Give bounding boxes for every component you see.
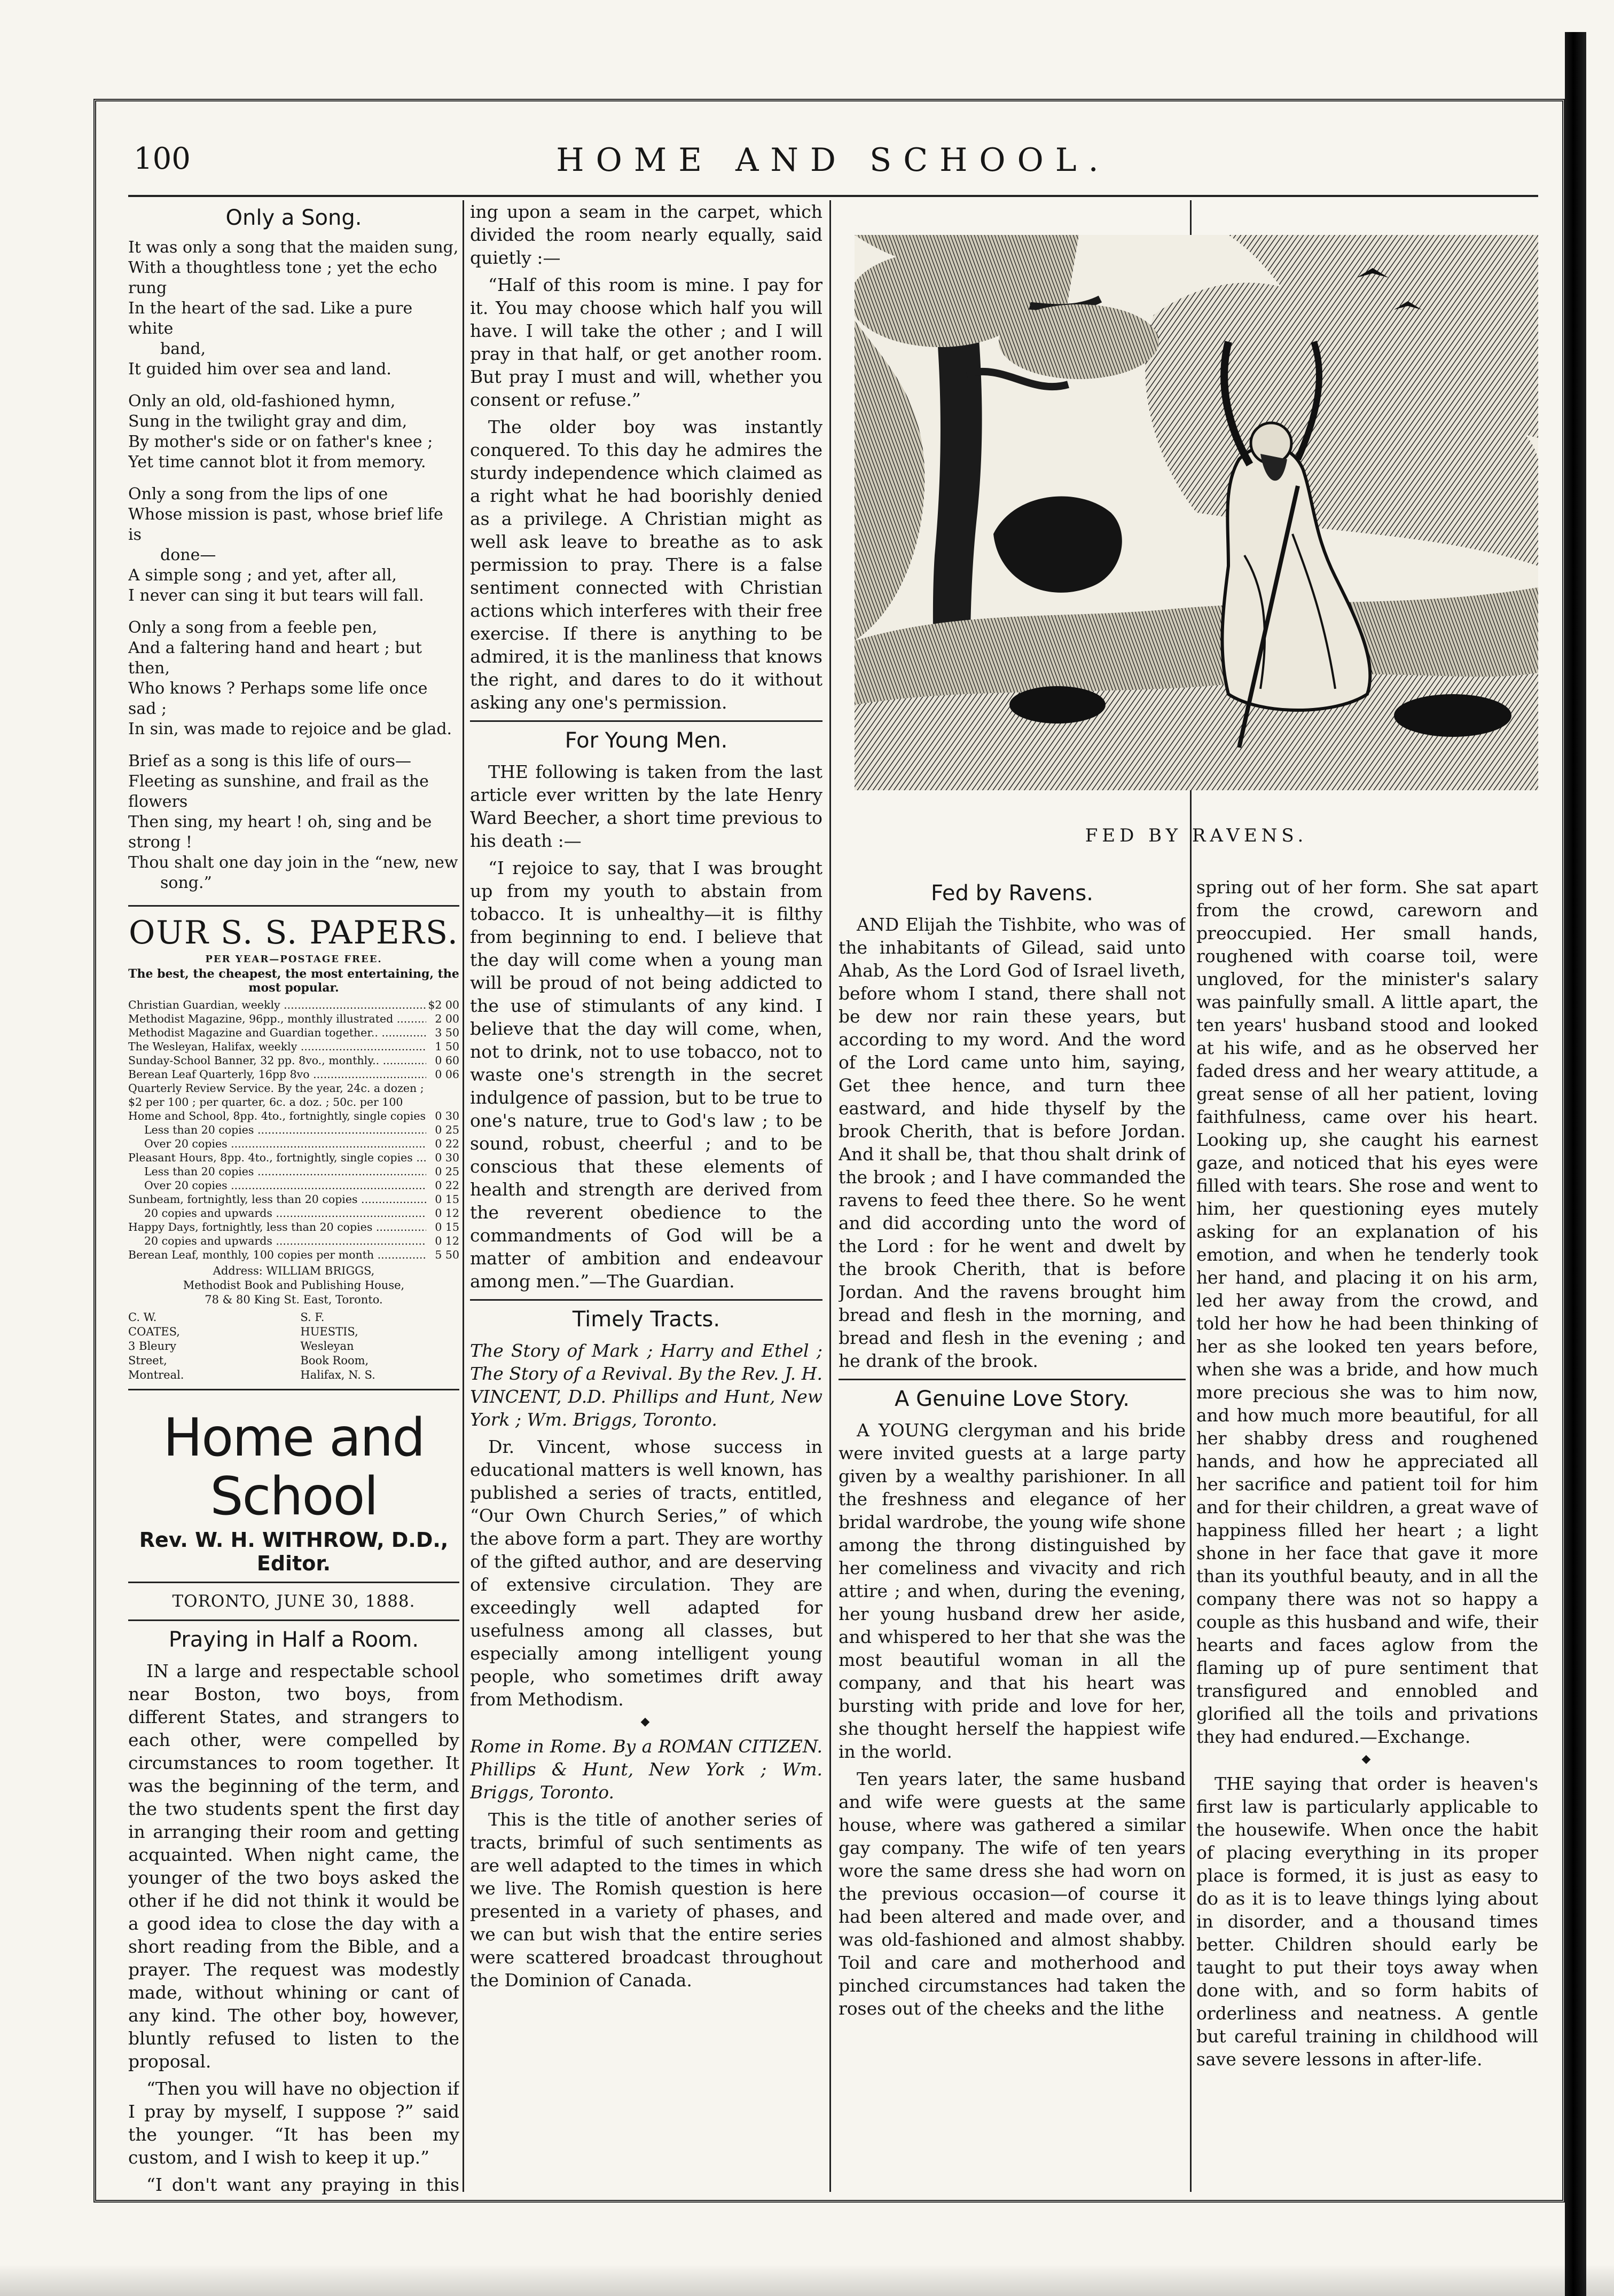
price-row xyxy=(128,1123,459,1137)
paper-price: 2 00 xyxy=(435,1012,459,1025)
page-number: 100 xyxy=(134,141,191,176)
agents xyxy=(128,1310,459,1382)
paper-price: 1 50 xyxy=(435,1040,459,1053)
column-4 xyxy=(1196,876,1538,2197)
price-row xyxy=(128,1053,459,1067)
agent-left xyxy=(128,1310,287,1382)
price-row xyxy=(128,1192,459,1206)
paper-name: Home and School, 8pp. 4to., fortnightly, single copies ..... xyxy=(128,1109,426,1123)
ss-papers-subtitle: PER YEAR—POSTAGE FREE. xyxy=(205,954,382,965)
verse-line: Brief as a song is this life of ours— xyxy=(128,752,411,770)
book-spine-shadow xyxy=(1565,32,1586,2296)
praying-paragraph: ing upon a seam in the carpet, which divided the room nearly equally, said quietly :— xyxy=(470,201,822,268)
paper-name: The Wesleyan, Halifax, weekly ..... xyxy=(128,1040,426,1053)
price-row xyxy=(128,1067,459,1081)
price-row xyxy=(128,1026,459,1040)
paper-price: 0 60 xyxy=(435,1054,459,1067)
column-rule xyxy=(463,200,464,2192)
tract-entry-heading: The Story of Mark ; Harry and Ethel ; The Story of a Revival. By the Rev. J. H. VINCENT, D.D. Phillips and Hunt, New York ; Wm. Briggs, Toronto. xyxy=(470,1340,822,1430)
agent-line: Halifax, N. S. xyxy=(300,1369,375,1381)
price-row xyxy=(128,1012,459,1026)
young-men-paragraph: “I rejoice to say, that I was brought up from my youth to abstain from tobacco. It is unhealthy—it is filthy from beginning to end. I believe that the day will come when a young man will be proud of not being addicted to the use of stimulants of any kind. I believe that the day will come, when, not to drink, not to use tobacco, not to waste one's strength in the secret indulgence of passion, but to be true to one's nature, true to God's law ; to be sound, robust, cheerful ; and to be conscious that these elements of health and strength are derived from the reverent obedience to the commandments of God will be a matter of ambition and endeavour among men.”—The Guardian. xyxy=(470,858,822,1292)
paper-price: 0 12 xyxy=(435,1207,459,1220)
verse-line: Then sing, my heart ! oh, sing and be strong ! xyxy=(128,813,432,852)
young-men-title: For Young Men. xyxy=(565,728,728,753)
price-row xyxy=(128,1109,459,1123)
price-row xyxy=(128,1220,459,1234)
paper-name: Over 20 copies ..... xyxy=(144,1137,426,1151)
paper-name: Sunday-School Banner, 32 pp. 8vo., monthly.. ..... xyxy=(128,1053,426,1067)
praying-title: Praying in Half a Room. xyxy=(168,1627,419,1652)
page-header xyxy=(128,131,1538,197)
ornament-divider: ◆ xyxy=(1361,1752,1373,1766)
only-a-song-poem xyxy=(128,238,459,893)
paper-name: Over 20 copies ..... xyxy=(144,1178,426,1192)
verse-line: Thou shalt one day join in the “new, new xyxy=(128,853,458,872)
praying-paragraph: “Half of this room is mine. I pay for it. You may choose which half you will have. I will take the other ; and I will pray in that half, or get another room. But pray I must and will, whether you consent or refuse.” xyxy=(470,274,822,410)
price-row xyxy=(128,1178,459,1192)
masthead-editor: Rev. W. H. WITHROW, D.D., Editor. xyxy=(139,1528,449,1575)
price-row xyxy=(128,1137,459,1151)
column-rule xyxy=(829,200,831,2192)
price-row xyxy=(128,1151,459,1165)
dateline: TORONTO, JUNE 30, 1888. xyxy=(172,1592,416,1611)
paper-name: Quarterly Review Service. By the year, 24c. a dozen ; $2 per 100 ; per quarter, 6c. a doz. ; 50c. per 100 xyxy=(128,1082,424,1108)
fed-by-ravens-engraving xyxy=(855,235,1538,790)
verse-line: A simple song ; and yet, after all, xyxy=(128,566,397,585)
divider xyxy=(839,1379,1186,1380)
running-head: HOME AND SCHOOL. xyxy=(556,141,1110,179)
verse-line: Yet time cannot blot it from memory. xyxy=(128,453,426,471)
address-line: 78 & 80 King St. East, Toronto. xyxy=(205,1293,383,1306)
paper-name: Berean Leaf Quarterly, 16pp 8vo ..... xyxy=(128,1067,426,1081)
price-row xyxy=(128,1206,459,1220)
fed-by-ravens-title: Fed by Ravens. xyxy=(931,881,1093,906)
price-row xyxy=(128,1234,459,1248)
paper-name: Sunbeam, fortnightly, less than 20 copies ..... xyxy=(128,1192,426,1206)
paper-price xyxy=(426,1081,459,1109)
verse-line: song.” xyxy=(160,874,212,892)
verse-line: In the heart of the sad. Like a pure white xyxy=(128,299,413,338)
only-a-song-title: Only a Song. xyxy=(225,206,362,230)
engraving-image xyxy=(855,235,1538,790)
paper-name: Less than 20 copies ..... xyxy=(144,1165,426,1178)
agent-line: C. W. COATES, xyxy=(128,1311,180,1338)
paper-price: 0 22 xyxy=(435,1179,459,1192)
tract-entry-heading: Rome in Rome. By a ROMAN CITIZEN. Phillips & Hunt, New York ; Wm. Briggs, Toronto. xyxy=(470,1736,822,1803)
verse-line: And a faltering hand and heart ; but then, xyxy=(128,639,422,678)
masthead-title: Home and School xyxy=(163,1408,425,1527)
divider xyxy=(470,1299,822,1301)
young-men-paragraph: THE following is taken from the last article ever written by the late Henry Ward Beecher, a short time previous to his death :— xyxy=(470,761,822,851)
tracts-title: Timely Tracts. xyxy=(572,1307,720,1332)
publisher-address xyxy=(128,1264,459,1307)
paper-price: 0 15 xyxy=(435,1193,459,1206)
tract-entry-body: This is the title of another series of tracts, brimful of such sentiments as are well adapted to the times in which we live. The Romish question is here presented in a variety of phases, and we can but wish that the entire series were scattered broadcast throughout the Dominion of Canada. xyxy=(470,1809,822,1991)
paper-price: 3 50 xyxy=(435,1026,459,1039)
paper-name: Happy Days, fortnightly, less than 20 copies ..... xyxy=(128,1220,426,1234)
paper-name: Berean Leaf, monthly, 100 copies per month ..... xyxy=(128,1248,426,1262)
paper-price: 0 30 xyxy=(435,1151,459,1164)
stanza xyxy=(128,484,459,606)
paper-name: 20 copies and upwards ..... xyxy=(144,1234,426,1248)
verse-line: It guided him over sea and land. xyxy=(128,360,391,379)
price-row xyxy=(128,998,459,1012)
love-story-title: A Genuine Love Story. xyxy=(895,1387,1130,1411)
stanza xyxy=(128,391,459,473)
paper-name: Methodist Magazine, 96pp., monthly illustrated ..... xyxy=(128,1012,426,1026)
address-line: Methodist Book and Publishing House, xyxy=(183,1279,405,1292)
paper-price: 5 50 xyxy=(435,1248,459,1261)
love-story-paragraph: Ten years later, the same husband and wife were guests at the same house, where was gathered a similar gay company. The wife of ten years wore the same dress she had worn on the previous occasion—of course it had been altered and made over, and was old-fashioned and almost shabby. Toil and care and motherhood and pinched circumstances had taken the roses out of the cheeks and the lithe xyxy=(839,1768,1186,2019)
column-3 xyxy=(839,876,1186,2197)
paper-name: Less than 20 copies ..... xyxy=(144,1123,426,1137)
divider xyxy=(128,1619,459,1621)
ss-papers-intro: The best, the cheapest, the most entertaining, the most popular. xyxy=(128,967,459,995)
paper-price: 0 15 xyxy=(435,1221,459,1233)
tract-entry-body: Dr. Vincent, whose success in educational matters is well known, has published a series of tracts, entitled, “Our Own Church Series,” of which the above form a part. They are worthy of the gifted author, and are deserving of extensive circulation. They are exceedingly well adapted for usefulness among all classes, but especially among intelligent young people, who sometimes drift away from Methodism. xyxy=(470,1436,822,1710)
verse-line: Only an old, old-fashioned hymn, xyxy=(128,392,396,411)
paper-name: Pleasant Hours, 8pp. 4to., fortnightly, single copies ..... xyxy=(128,1151,426,1165)
love-story-paragraph: A YOUNG clergyman and his bride were invited guests at a large party given by a wealthy parishioner. In all the freshness and elegance of her bridal wardrobe, the young wife shone among the throng distinguished by her comeliness and vivacity and rich attire ; and when, during the evening, her young husband drew her aside, and whispered to her that she was the most beautiful woman in all the company, and that his heart was bursting with pride and love for her, she thought herself the happiest wife in the world. xyxy=(839,1420,1186,1762)
agent-line: 3 Bleury Street, xyxy=(128,1340,177,1367)
stanza xyxy=(128,238,459,380)
agent-line: S. F. HUESTIS, xyxy=(300,1311,358,1338)
paper-name: 20 copies and upwards ..... xyxy=(144,1206,426,1220)
ss-papers-price-list xyxy=(128,998,459,1262)
illustration-caption: FED BY RAVENS. xyxy=(1085,825,1308,846)
verse-line: Fleeting as sunshine, and frail as the flowers xyxy=(128,772,429,811)
praying-paragraph: “Then you will have no objection if I pray by myself, I suppose ?” said the younger. “It has been my custom, and I wish to keep it up.” xyxy=(128,2078,459,2168)
paper-name: Christian Guardian, weekly ..... xyxy=(128,998,426,1012)
paper-price: 0 30 xyxy=(435,1110,459,1122)
ornament-divider: ◆ xyxy=(640,1715,652,1728)
paper-price: 0 25 xyxy=(435,1165,459,1178)
address-line: Address: WILLIAM BRIGGS, xyxy=(213,1264,375,1277)
love-story-paragraph: spring out of her form. She sat apart from the crowd, careworn and preoccupied. Her small hands, roughened with coarse toil, were ungloved, for the minister's salary was painfully small. A little apart, the ten years' husband stood and looked at his wife, and as he observed her faded dress and her weary attitude, a great sense of all her patient, loving faithfulness, came over his heart. Looking up, she caught his earnest gaze, and noticed that his eyes were filled with tears. She rose and went to him, her questioning eyes mutely asking for an explanation of his emotion, and when he tenderly took her hand, and placing it on his arm, led her away from the crowd, and told her how he had been thinking of her as she looked ten years before, when she was a bride, and how much more precious she was to him now, and how much more beautiful, for all her shabby dress and roughened hands, and how he appreciated all her sacrifice and patient toil for him and for their children, a great wave of happiness filled her heart ; a light shone in her face that gave it more than its youthful beauty, and in all the company there was not so happy a couple as this husband and wife, their hearts and faces aglow from the flaming up of pure sentiment that transfigured and ennobled and glorified all the toils and privations they had endured.—Exchange. xyxy=(1196,877,1538,1747)
divider xyxy=(128,1389,459,1390)
price-row xyxy=(128,1040,459,1053)
verse-line: By mother's side or on father's knee ; xyxy=(128,433,433,451)
price-row xyxy=(128,1248,459,1262)
agent-line: Wesleyan Book Room, xyxy=(300,1340,369,1367)
divider xyxy=(128,1582,459,1583)
fed-by-ravens-text: AND Elijah the Tishbite, who was of the inhabitants of Gilead, said unto Ahab, As the Lord God of Israel liveth, before whom I stand, there shall not be dew nor rain these years, but according to my word. And the word of the Lord came unto him, saying, Get thee hence, and turn thee eastward, and hide thyself by the brook Cherith, that is before Jordan. And it shall be, that thou shalt drink of the brook ; and I have commanded the ravens to feed thee there. So he went and did according unto the word of the Lord : for he went and dwelt by the brook Cherith, that is before Jordan. And the ravens brought him bread and flesh in the morning, and bread and flesh in the evening ; and he drank of the brook. xyxy=(839,914,1186,1371)
stanza xyxy=(128,618,459,740)
verse-line: band, xyxy=(160,340,206,358)
paper-price: 0 06 xyxy=(435,1068,459,1081)
verse-line: Only a song from a feeble pen, xyxy=(128,618,378,637)
scan-edge xyxy=(0,2264,1614,2296)
paper-price: 0 12 xyxy=(435,1235,459,1247)
paper-price: 0 22 xyxy=(435,1137,459,1150)
praying-paragraph: The older boy was instantly conquered. To this day he admires the sturdy independence which claimed as a right what he had boorishly denied as a privilege. A Christian might as well ask leave to breathe as to ask permission to pray. There is a false sentiment connected with Christian actions which interferes with their free exercise. If there is anything to be admired, it is the manliness that knows the right, and dares to do it without asking any one's permission. xyxy=(470,416,822,713)
verse-line: I never can sing it but tears will fall. xyxy=(128,586,424,605)
agent-line: Montreal. xyxy=(128,1369,184,1381)
paper-price: $2 00 xyxy=(428,998,459,1011)
verse-line: Sung in the twilight gray and dim, xyxy=(128,412,408,431)
verse-line: Only a song from the lips of one xyxy=(128,485,388,504)
verse-line: In sin, was made to rejoice and be glad. xyxy=(128,720,452,738)
agent-right xyxy=(300,1310,459,1382)
divider xyxy=(470,720,822,722)
column-2 xyxy=(470,200,822,2197)
price-row xyxy=(128,1165,459,1178)
verse-line: done— xyxy=(160,546,216,564)
column-1 xyxy=(128,200,459,2197)
verse-line: Who knows ? Perhaps some life once sad ; xyxy=(128,679,428,718)
verse-line: With a thoughtless tone ; yet the echo rung xyxy=(128,258,437,297)
price-row xyxy=(128,1081,459,1109)
divider xyxy=(128,905,459,907)
verse-line: It was only a song that the maiden sung, xyxy=(128,238,459,257)
praying-paragraph: IN a large and respectable school near Boston, two boys, from different States, and strangers to each other, were compelled by circumstances to room together. It was the beginning of the term, and the two students spent the first day in arranging their room and getting acquainted. When night came, the younger of the two boys asked the other if he did not think it would be a good idea to close the day with a short reading from the Bible, and a prayer. The request was modestly made, without whining or cant of any kind. The other boy, however, bluntly refused to listen to the proposal. xyxy=(128,1661,459,2072)
paper-name: Methodist Magazine and Guardian together.. ..... xyxy=(128,1026,426,1040)
order-paragraph: THE saying that order is heaven's first law is particularly applicable to the housewife. When once the habit of placing everything in its proper place is formed, it is just as easy to do as it is to leave things lying about in disorder, and a thousand times better. Children should early be taught to put their toys away when done with, and so form habits of orderliness and neatness. A gentle but careful training in childhood will save severe lessons in after-life. xyxy=(1196,1773,1538,2070)
verse-line: Whose mission is past, whose brief life is xyxy=(128,505,443,544)
ss-papers-title: OUR S. S. PAPERS. xyxy=(129,914,459,952)
praying-paragraph: “I don't want any praying in this xyxy=(146,2174,459,2195)
stanza xyxy=(128,751,459,893)
paper-price: 0 25 xyxy=(435,1123,459,1136)
